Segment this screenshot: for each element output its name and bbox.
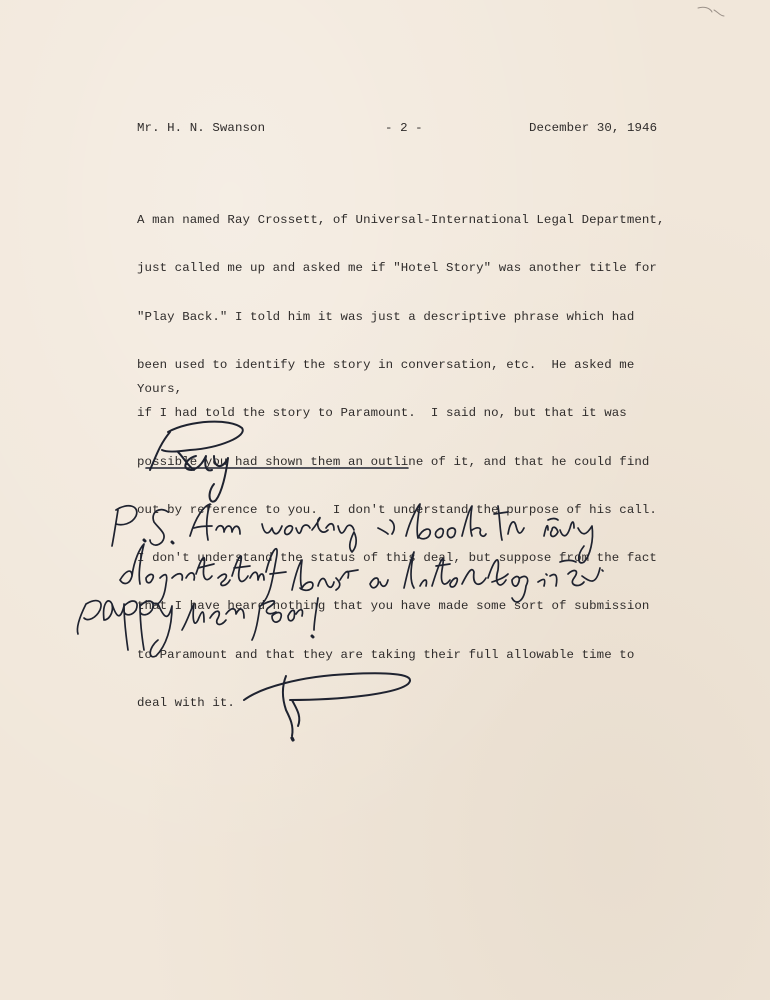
body-line: to Paramount and that they are taking their full allowable time to	[137, 647, 635, 662]
body-line: just called me up and asked me if "Hotel Story" was another title for	[137, 261, 657, 276]
recipient-name: Mr. H. N. Swanson	[137, 121, 266, 135]
body-line: out by reference to you. I don't understand the purpose of his call.	[137, 502, 657, 517]
letter-header	[137, 121, 660, 139]
body-line: if I had told the story to Paramount. I said no, but that it was	[137, 406, 627, 421]
body-line: "Play Back." I told him it was just a descriptive phrase which had	[137, 309, 635, 324]
letter-date: December 30, 1946	[529, 121, 658, 135]
body-line: A man named Ray Crossett, of Universal-International Legal Department,	[137, 213, 665, 228]
body-line: I don't understand the status of this deal, but suppose from the fact	[137, 551, 657, 566]
body-line: deal with it.	[137, 696, 235, 710]
closing: Yours,	[137, 382, 183, 396]
body-line: been used to identify the story in conversation, etc. He asked me	[137, 358, 635, 373]
archival-pencil-mark	[698, 7, 724, 16]
letter-body	[137, 180, 677, 743]
body-line: possible you had shown them an outline of it, and that he could find	[137, 454, 650, 469]
page-number: - 2 -	[385, 121, 423, 135]
body-line: that I have heard nothing that you have made some sort of submission	[137, 599, 650, 614]
